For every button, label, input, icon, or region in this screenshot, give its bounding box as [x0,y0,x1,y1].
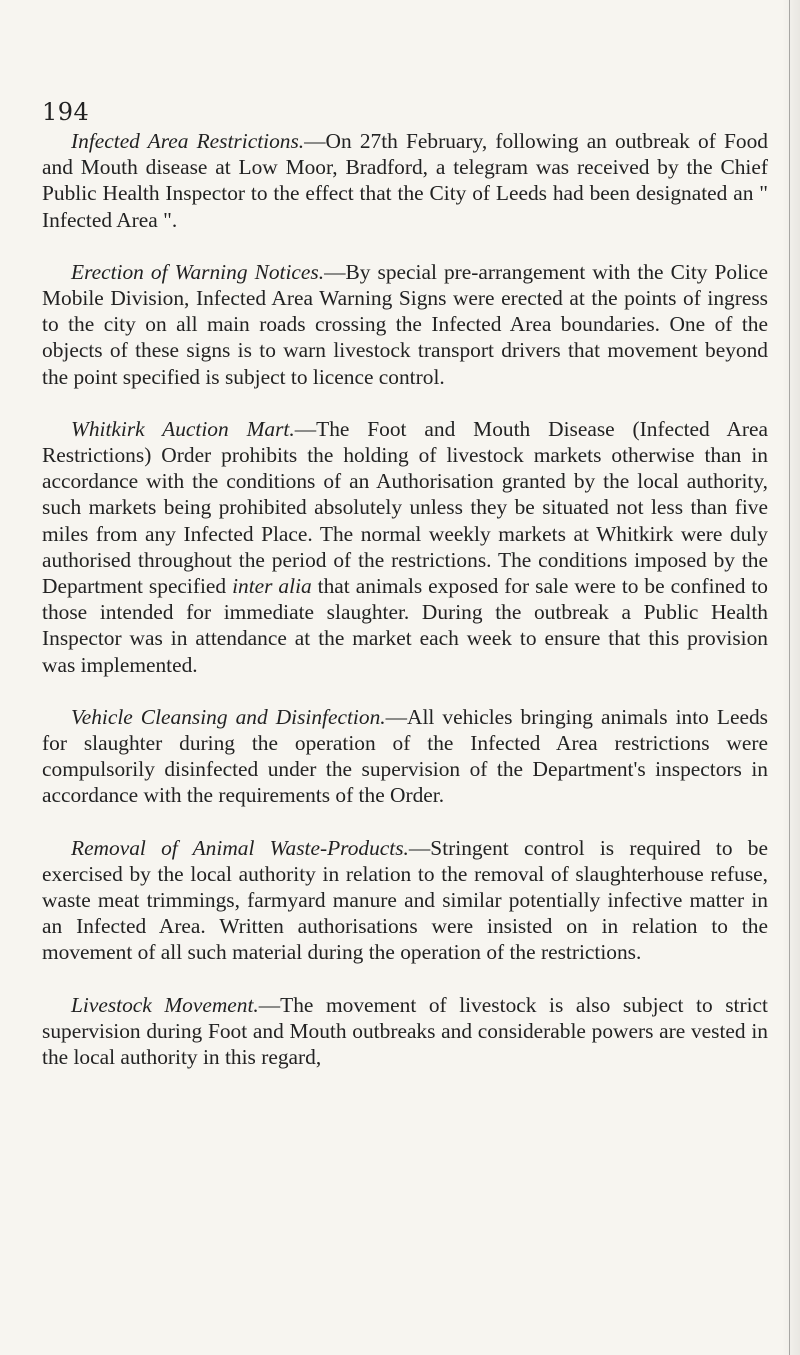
paragraph-heading: Whitkirk Auction Mart. [71,416,295,441]
page-number: 194 [42,98,90,126]
heading-dash: — [408,835,431,860]
heading-dash: — [324,259,346,284]
paragraph-text: On 27th February, following an outbreak of Food and Mouth disease at Low Moor, Bradford, a telegram was received by the Chief Public Health Inspector to the effect that the City of Leeds had been designated an " Infected Area ". [42,129,768,232]
paragraph-heading: Erection of Warning Notices. [71,259,325,284]
paragraph-infected-area-restrictions [42,128,768,233]
paragraph-text-after: that animals exposed for sale were to be confined to those intended for immediate slaughter. During the outbreak a Public Health Inspector was in attendance at the market each week to ensure that this provision was implemented. [42,574,768,677]
paragraph-text-before: The Foot and Mouth Disease (Infected Area Restrictions) Order prohibits the holding of livestock markets otherwise than in accordance with the conditions of an Authorisation granted by the local authority, such markets being prohibited absolutely unless they be situated not less than five miles from any Infected Place. The normal weekly markets at Whitkirk were duly authorised throughout the period of the restrictions. The conditions imposed by the Department specified [42,416,768,599]
heading-dash: — [385,704,408,729]
paragraph-whitkirk-auction-mart [42,416,768,678]
paragraph-heading: Infected Area Restrictions. [71,129,305,153]
binding-line [789,0,790,1355]
paragraph-heading: Removal of Animal Waste-Products. [71,835,409,860]
page-edge-shadow [782,0,800,1355]
paragraph-heading: Vehicle Cleansing and Disinfection. [71,704,386,729]
paragraph-text: All vehicles bringing animals into Leeds for slaughter during the operation of the Infected Area restrictions were compulsorily disinfected under the supervision of the Department's inspectors in accordance with the requirements of the Order. [42,704,768,808]
paragraph-vehicle-cleansing [42,704,768,809]
heading-dash: — [294,416,317,441]
paragraph-text: By special pre-arrangement with the City Police Mobile Division, Infected Area Warning Signs were erected at the points of ingress to the city on all main roads crossing the Infected Area boundaries. One of the objects of these signs is to warn livestock transport drivers that movement beyond the point specified is subject to licence control. [42,259,768,389]
paragraph-text: The movement of livestock is also subject to strict supervision during Foot and Mouth outbreaks and considerable powers are vested in the local authority in this regard, [42,992,768,1070]
italic-phrase: inter alia [232,574,312,599]
paragraph-livestock-movement [42,992,768,1071]
paragraph-text: Stringent control is required to be exercised by the local authority in relation to the removal of slaughterhouse refuse, waste meat trimmings, farmyard manure and similar potentially infective matter in an Infected Area. Written authorisations were insisted on in relation to the movement of all such material during the operation of the restrictions. [42,835,768,965]
heading-dash: — [304,129,326,153]
heading-dash: — [258,992,281,1017]
document-body [42,128,768,1096]
paragraph-erection-of-warning-notices [42,259,768,390]
paragraph-removal-of-animal-waste [42,835,768,966]
paragraph-heading: Livestock Movement. [71,992,259,1017]
